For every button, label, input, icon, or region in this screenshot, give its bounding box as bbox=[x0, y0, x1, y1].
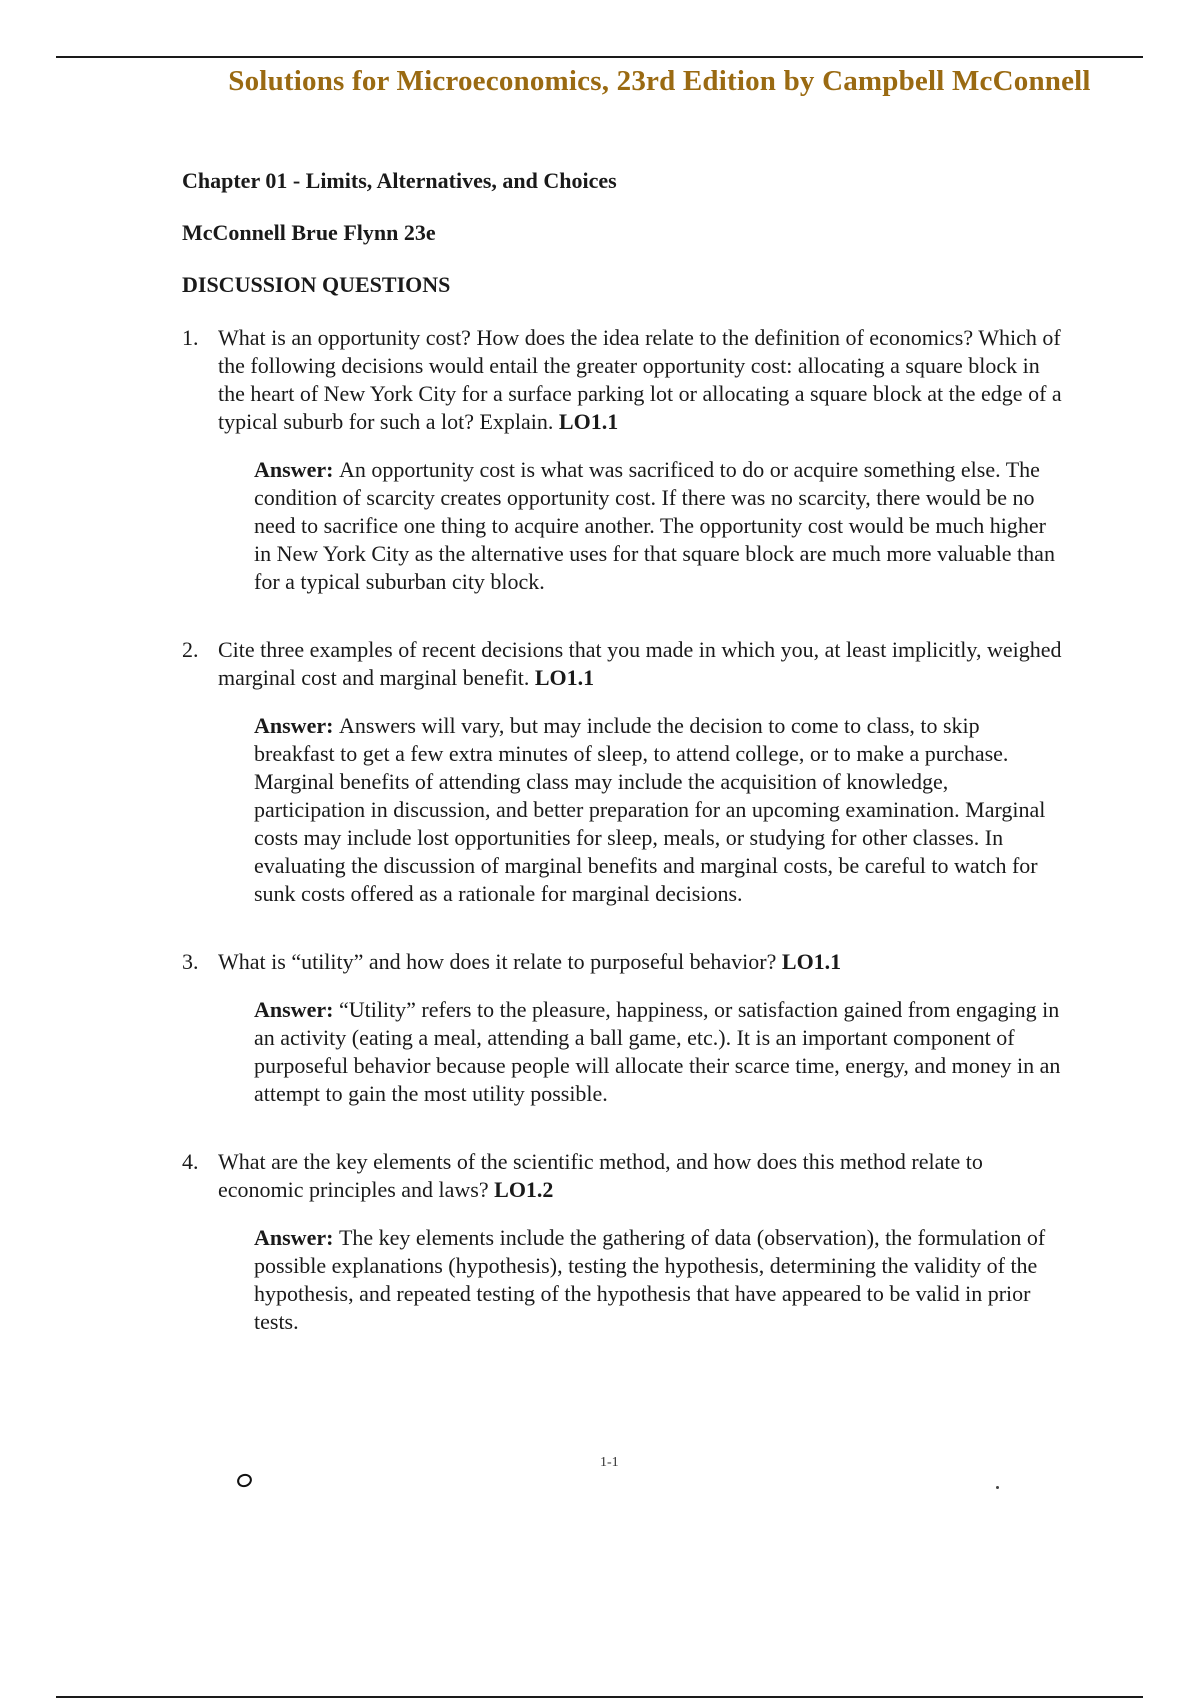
question-block bbox=[182, 324, 1062, 596]
learning-objective: LO1.1 bbox=[781, 949, 842, 974]
bottom-rule bbox=[56, 1696, 1143, 1698]
question-number: 2. bbox=[182, 637, 199, 662]
answer-text: An opportunity cost is what was sacrificed to do or acquire something else. The condition of scarcity creates opportunity cost. If there was no scarcity, there would be no need to sacrifice one thing to acquire another. The opportunity cost would be much higher in New York City as the alternative uses for that square block are much more valuable than for a typical suburban city block. bbox=[254, 457, 1055, 594]
question-block bbox=[182, 1148, 1062, 1336]
question-text: What is “utility” and how does it relate to purposeful behavior? bbox=[218, 949, 777, 974]
chapter-heading: Chapter 01 - Limits, Alternatives, and Choices bbox=[182, 168, 617, 193]
scan-mark-icon bbox=[235, 1472, 254, 1489]
question-block bbox=[182, 636, 1062, 908]
edition-heading: McConnell Brue Flynn 23e bbox=[182, 220, 436, 245]
answer-text: Answers will vary, but may include the decision to come to class, to skip breakfast to get a few extra minutes of sleep, to attend college, or to make a purchase. Marginal benefits of attending class may include the acquisition of knowledge, participation in discussion, and better preparation for an upcoming examination. Marginal costs may include lost opportunities for sleep, meals, or studying for other classes. In evaluating the discussion of marginal benefits and marginal costs, be careful to watch for sunk costs offered as a rationale for marginal decisions. bbox=[254, 713, 1046, 906]
learning-objective: LO1.2 bbox=[494, 1177, 554, 1202]
question-text: What is an opportunity cost? How does the idea relate to the definition of economics? Which of the following decisions would entail the greater opportunity cost: allocating a square block in the heart of New York City for a surface parking lot or allocating a square block at the edge of a typical suburb for such a lot? Explain. bbox=[218, 325, 1062, 434]
answer-label: Answer: bbox=[254, 713, 339, 738]
section-heading: DISCUSSION QUESTIONS bbox=[182, 272, 451, 297]
question-text: What are the key elements of the scientific method, and how does this method relate to economic principles and laws? bbox=[218, 1149, 983, 1202]
question-number: 1. bbox=[182, 325, 199, 350]
page-number: 1-1 bbox=[600, 1455, 619, 1470]
question bbox=[182, 324, 1062, 436]
scan-dot-icon bbox=[996, 1486, 999, 1489]
question-number: 4. bbox=[182, 1149, 199, 1174]
document-title: Solutions for Microeconomics, 23rd Edition by Campbell McConnell bbox=[228, 65, 1091, 97]
question-text: Cite three examples of recent decisions that you made in which you, at least implicitly, weighed marginal cost and marginal benefit. bbox=[218, 637, 1062, 690]
answer-label: Answer: bbox=[254, 457, 339, 482]
answer bbox=[182, 1224, 1062, 1336]
question bbox=[182, 636, 1062, 692]
top-rule bbox=[56, 56, 1143, 58]
answer bbox=[182, 712, 1062, 908]
answer-text: The key elements include the gathering of data (observation), the formulation of possible explanations (hypothesis), testing the hypothesis, determining the validity of the hypothesis, and repeated testing of the hypothesis that have appeared to be valid in prior tests. bbox=[254, 1225, 1046, 1334]
document-body bbox=[182, 168, 1062, 1364]
question bbox=[182, 1148, 1062, 1204]
question bbox=[182, 948, 1062, 976]
question-number: 3. bbox=[182, 949, 199, 974]
answer-text: “Utility” refers to the pleasure, happiness, or satisfaction gained from engaging in an activity (eating a meal, attending a ball game, etc.). It is an important component of purposeful behavior because people will allocate their scarce time, energy, and money in an attempt to gain the most utility possible. bbox=[254, 997, 1061, 1106]
learning-objective: LO1.1 bbox=[558, 409, 619, 434]
answer-label: Answer: bbox=[254, 997, 339, 1022]
answer-label: Answer: bbox=[254, 1225, 339, 1250]
question-block bbox=[182, 948, 1062, 1108]
answer bbox=[182, 996, 1062, 1108]
answer bbox=[182, 456, 1062, 596]
learning-objective: LO1.1 bbox=[534, 665, 595, 690]
